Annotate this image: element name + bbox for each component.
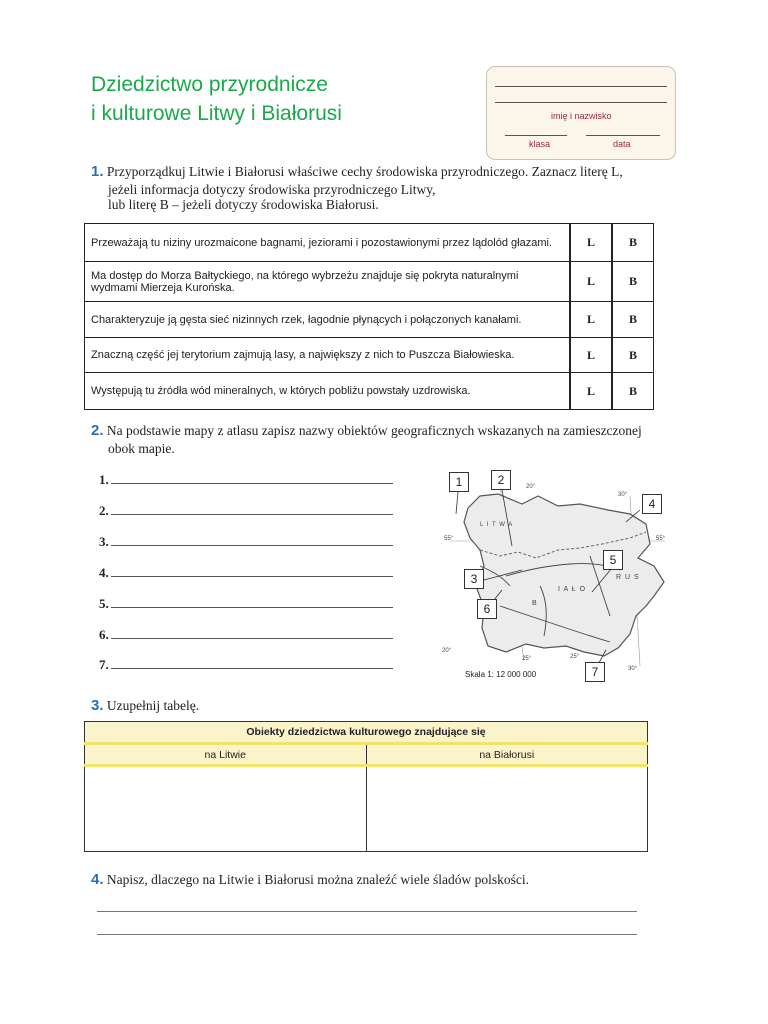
- q3-table: [84, 721, 648, 852]
- answer-number: 2.: [99, 503, 109, 518]
- lat-label: 55°: [444, 536, 454, 542]
- answer-number: 7.: [99, 657, 109, 672]
- q3-table-header: [85, 722, 648, 744]
- answer-number: 1.: [99, 472, 109, 487]
- q3-table-columns: [85, 744, 648, 766]
- name-line-2[interactable]: [495, 102, 667, 103]
- table-row: [85, 262, 654, 302]
- answer-number: 3.: [99, 534, 109, 549]
- question-1: [91, 163, 623, 181]
- answer-line-6[interactable]: [99, 627, 393, 643]
- question-3-text: Uzupełnij tabelę.: [106, 698, 200, 713]
- answer-line-2[interactable]: [99, 503, 393, 519]
- option-b[interactable]: B: [612, 373, 654, 410]
- column-belarus: na Białorusi: [366, 744, 648, 766]
- student-info-box: [486, 66, 676, 160]
- q3-table-answer-row: [85, 766, 648, 852]
- question-3-number: 3.: [91, 697, 104, 714]
- question-1-text-3: lub literę B – jeżeli dotyczy środowiska Białorusi.: [108, 197, 379, 212]
- option-b[interactable]: B: [612, 338, 654, 373]
- table-row: [85, 302, 654, 338]
- question-1-text-1: Przyporządkuj Litwie i Białorusi właściwe cechy środowiska przyrodniczego. Zaznacz literę L,: [106, 164, 623, 179]
- table-row: [85, 373, 654, 410]
- answer-line-3[interactable]: [99, 534, 393, 550]
- lat-label: 55°: [656, 536, 666, 542]
- name-label: imię i nazwisko: [551, 111, 612, 121]
- option-l[interactable]: L: [570, 338, 612, 373]
- country-label-bialorus-1: B: [532, 600, 537, 607]
- class-label: klasa: [529, 139, 551, 149]
- map-marker-3: 3: [464, 569, 484, 589]
- answer-line-7[interactable]: [99, 657, 393, 673]
- option-l[interactable]: L: [570, 302, 612, 338]
- q3-table-title: Obiekty dziedzictwa kulturowego znajdujące się: [85, 722, 648, 744]
- question-1-text-2: jeżeli informacja dotyczy środowiska przyrodniczego Litwy,: [108, 182, 436, 197]
- country-label-litwa: L I T W A: [480, 522, 514, 528]
- date-line[interactable]: [586, 135, 660, 136]
- question-4: [91, 871, 529, 889]
- page-title: [91, 70, 342, 128]
- map-marker-6: 6: [477, 599, 497, 619]
- table-row: [85, 224, 654, 262]
- question-2: [91, 422, 642, 440]
- date-label: data: [613, 139, 631, 149]
- country-label-bialorus-2: I A Ł O: [558, 586, 587, 593]
- map-scale: Skala 1: 12 000 000: [465, 670, 537, 679]
- country-label-bialorus-3: R U S: [616, 574, 640, 581]
- map-marker-2: 2: [491, 470, 511, 490]
- lon-label: 30°: [628, 666, 638, 672]
- lon-label: 25°: [570, 654, 580, 660]
- title-line-1: Dziedzictwo przyrodnicze: [91, 73, 328, 96]
- q1-statement: Ma dostęp do Morza Bałtyckiego, na którego wybrzeżu znajduje się pokryta naturalnymi wydmami Mierzeja Kurońska.: [85, 262, 571, 302]
- question-1-number: 1.: [91, 163, 104, 180]
- answer-number: 5.: [99, 596, 109, 611]
- map-marker-7: 7: [585, 662, 605, 682]
- table-row: [85, 338, 654, 373]
- question-3: [91, 697, 199, 715]
- map-marker-4: 4: [642, 494, 662, 514]
- answer-cell-lithuania[interactable]: [85, 766, 367, 852]
- lon-label: 25°: [522, 656, 532, 662]
- option-b[interactable]: B: [612, 302, 654, 338]
- q1-table: [84, 223, 654, 410]
- class-line[interactable]: [505, 135, 567, 136]
- map-marker-1: 1: [449, 472, 469, 492]
- question-2-text-2: obok mapie.: [108, 441, 175, 456]
- option-l[interactable]: L: [570, 224, 612, 262]
- question-2-text-1: Na podstawie mapy z atlasu zapisz nazwy obiektów geograficznych wskazanych na zamieszczonej: [106, 423, 642, 438]
- name-line[interactable]: [495, 86, 667, 87]
- answer-number: 6.: [99, 627, 109, 642]
- map-lithuania-belarus: [440, 466, 670, 686]
- answer-writing-line[interactable]: [97, 911, 637, 912]
- lon-label: 20°: [526, 484, 536, 490]
- option-l[interactable]: L: [570, 373, 612, 410]
- answer-number: 4.: [99, 565, 109, 580]
- question-2-number: 2.: [91, 422, 104, 439]
- answer-cell-belarus[interactable]: [366, 766, 648, 852]
- answer-line-5[interactable]: [99, 596, 393, 612]
- title-line-2: i kulturowe Litwy i Białorusi: [91, 102, 342, 125]
- q1-statement: Znaczną część jej terytorium zajmują lasy, a największy z nich to Puszcza Białowieska.: [85, 338, 571, 373]
- lon-label: 30°: [618, 492, 628, 498]
- option-b[interactable]: B: [612, 262, 654, 302]
- column-lithuania: na Litwie: [85, 744, 367, 766]
- lon-label: 20°: [442, 648, 452, 654]
- answer-line-1[interactable]: [99, 472, 393, 488]
- q1-statement: Przeważają tu niziny urozmaicone bagnami, jeziorami i pozostawionymi przez lądolód głazami.: [85, 224, 571, 262]
- option-l[interactable]: L: [570, 262, 612, 302]
- answer-writing-line[interactable]: [97, 934, 637, 935]
- question-4-number: 4.: [91, 871, 104, 888]
- answer-line-4[interactable]: [99, 565, 393, 581]
- q1-statement: Występują tu źródła wód mineralnych, w których pobliżu powstały uzdrowiska.: [85, 373, 571, 410]
- question-4-text: Napisz, dlaczego na Litwie i Białorusi można znaleźć wiele śladów polskości.: [106, 872, 530, 887]
- q1-statement: Charakteryzuje ją gęsta sieć nizinnych rzek, łagodnie płynących i połączonych kanałami.: [85, 302, 571, 338]
- option-b[interactable]: B: [612, 224, 654, 262]
- map-marker-5: 5: [603, 550, 623, 570]
